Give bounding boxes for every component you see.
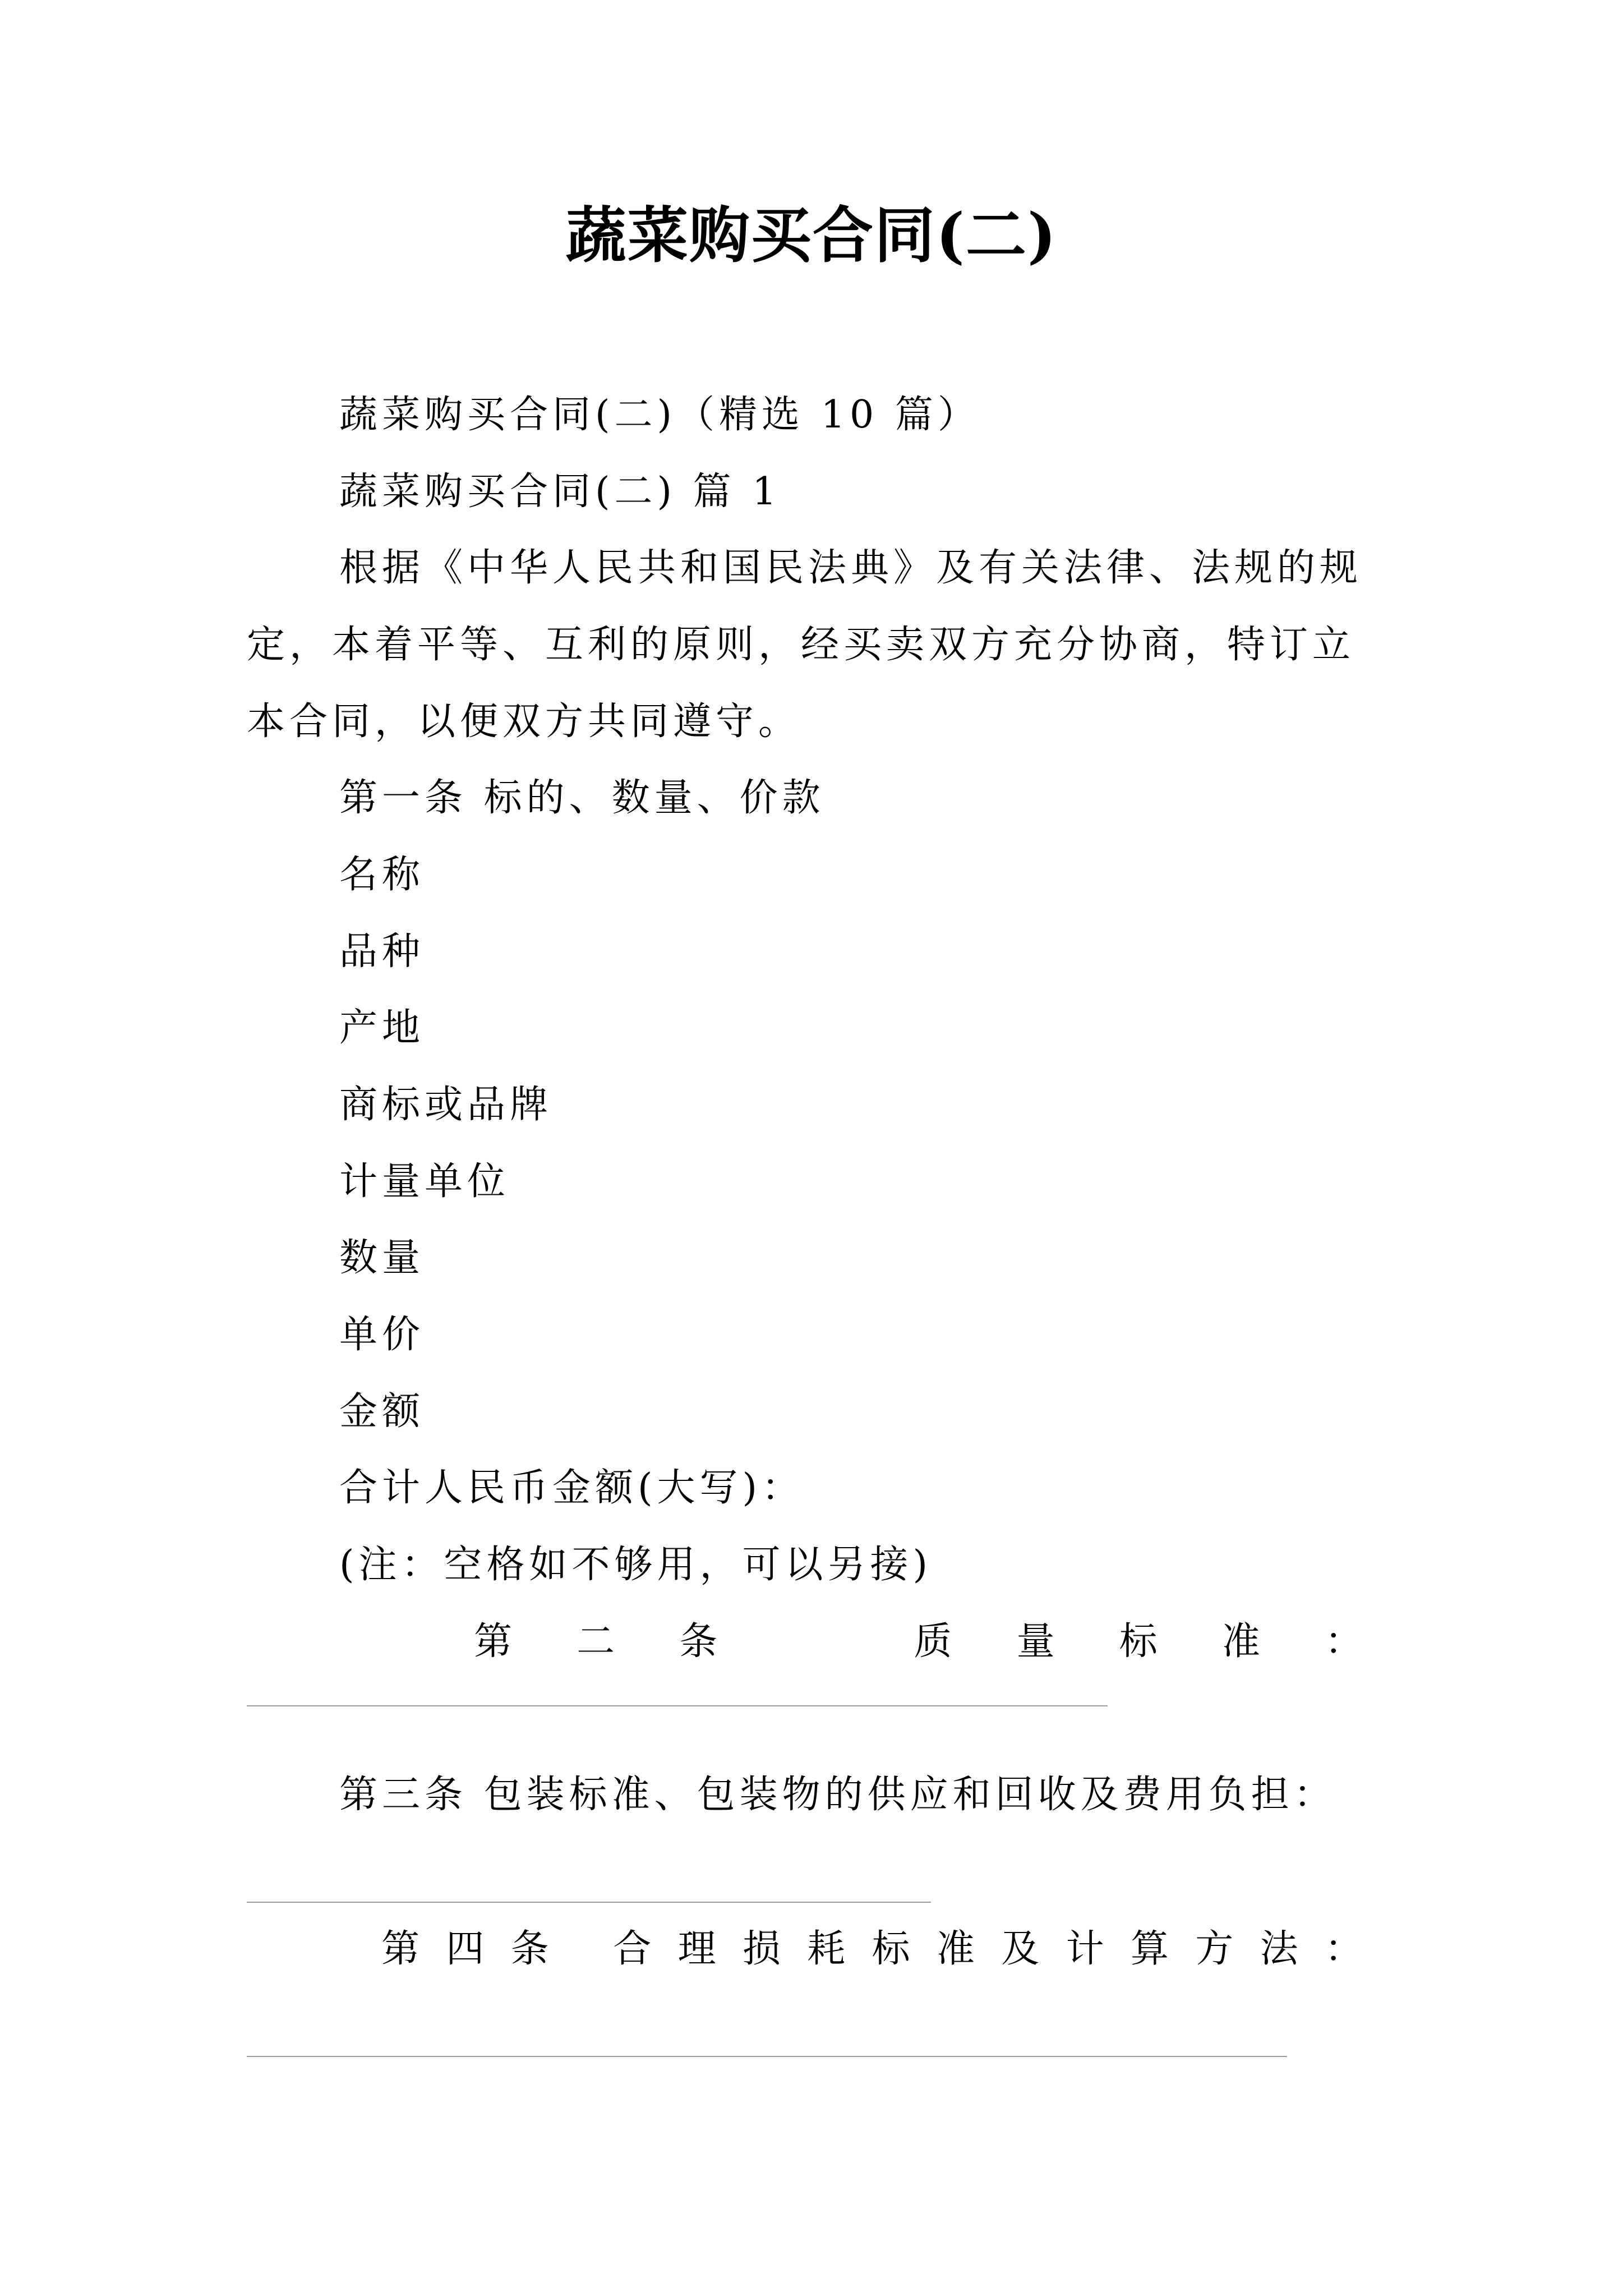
- article-2-char: 准: [1221, 1619, 1260, 1664]
- field-label-quantity: 数量: [339, 1236, 425, 1280]
- article-4-char: 及: [1001, 1927, 1040, 1971]
- intro-paragraph-line: 定，本着平等、互利的原则，经买卖双方充分协商，特订立: [247, 623, 1355, 667]
- article-4-char: 准: [936, 1927, 975, 1971]
- article-2-heading: [474, 1617, 1363, 1667]
- article-4-char: 合: [613, 1927, 652, 1971]
- article-4-char: 损: [742, 1927, 781, 1971]
- article-4-char: 计: [1066, 1927, 1104, 1971]
- blank-fill-line: [247, 1902, 931, 1903]
- article-2-char: 量: [1016, 1619, 1055, 1664]
- field-label-brand: 商标或品牌: [339, 1083, 553, 1127]
- page-title: 蔬菜购买合同(二): [565, 200, 1058, 271]
- blank-fill-line: [247, 1705, 1108, 1706]
- article-4-char: ：: [1324, 1927, 1363, 1971]
- field-label-origin: 产地: [339, 1006, 425, 1050]
- article-2-char: 二: [577, 1619, 615, 1664]
- article-2-char: 条: [679, 1619, 718, 1664]
- article-4-char: 第: [381, 1927, 420, 1971]
- article-4-char: 理: [677, 1927, 716, 1971]
- field-label-unit-price: 单价: [339, 1313, 425, 1357]
- field-label-amount: 金额: [339, 1389, 425, 1434]
- article-2-char: 第: [474, 1619, 513, 1664]
- article-2-char: 标: [1119, 1619, 1158, 1664]
- article-4-char: 条: [510, 1927, 549, 1971]
- article-4-char: 耗: [807, 1927, 846, 1971]
- article-3-heading: 第三条 包装标准、包装物的供应和回收及费用负担：: [339, 1773, 1336, 1817]
- article-4-char: 法: [1260, 1927, 1298, 1971]
- article-4-char: 方: [1195, 1927, 1234, 1971]
- article-2-char: ：: [1324, 1619, 1363, 1664]
- note: (注：空格如不够用，可以另接): [339, 1543, 933, 1587]
- article-2-char: 质: [914, 1619, 952, 1664]
- intro-paragraph-line: 本合同，以便双方共同遵守。: [247, 700, 801, 744]
- article-4-char: 四: [446, 1927, 485, 1971]
- article-4-char: 算: [1130, 1927, 1169, 1971]
- field-label-unit: 计量单位: [339, 1159, 510, 1204]
- article-1-heading: 第一条 标的、数量、价款: [339, 776, 825, 820]
- blank-fill-line: [247, 2056, 1287, 2057]
- section-heading: 蔬菜购买合同(二) 篇 1: [339, 470, 781, 514]
- intro-paragraph-line: 根据《中华人民共和国民法典》及有关法律、法规的规: [339, 546, 1363, 590]
- field-label-name: 名称: [339, 853, 425, 897]
- article-4-char: 标: [872, 1927, 910, 1971]
- total-amount-label: 合计人民币金额(大写)：: [339, 1466, 805, 1510]
- article-4-heading: [381, 1924, 1363, 1975]
- field-label-variety: 品种: [339, 930, 425, 974]
- subtitle: 蔬菜购买合同(二)（精选 10 篇）: [339, 393, 980, 437]
